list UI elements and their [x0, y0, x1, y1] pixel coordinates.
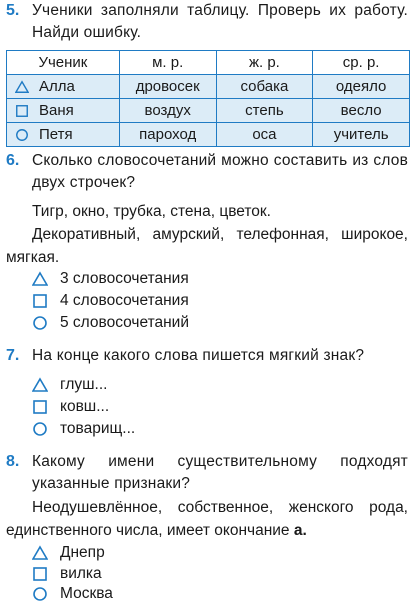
circle-icon[interactable]: [32, 421, 48, 437]
triangle-icon[interactable]: [32, 545, 48, 561]
option-triangle[interactable]: [32, 268, 189, 290]
option-circle[interactable]: [32, 312, 189, 334]
option-circle[interactable]: [32, 418, 135, 440]
circle-icon[interactable]: [32, 315, 48, 331]
header-masculine: м. р.: [119, 51, 216, 75]
feature-description: [6, 496, 408, 542]
option-circle[interactable]: [32, 583, 113, 605]
triangle-icon[interactable]: [32, 271, 48, 287]
square-icon[interactable]: [15, 104, 29, 118]
table-cell: дровосек: [119, 75, 216, 99]
answers-table: [6, 50, 410, 147]
circle-icon[interactable]: [15, 128, 29, 142]
option-square[interactable]: [32, 563, 102, 585]
table-row[interactable]: [7, 123, 410, 147]
question-text: Ученики заполняли таблицу. Проверь их работу. Найди ошибку.: [32, 2, 408, 41]
ending-letter: а.: [293, 522, 307, 539]
table-cell: воздух: [119, 99, 216, 123]
question-number: 6.: [6, 152, 20, 169]
header-neuter: ср. р.: [313, 51, 410, 75]
square-icon[interactable]: [32, 566, 48, 582]
option-label: ковш...: [60, 398, 110, 415]
table-cell: пароход: [119, 123, 216, 147]
question-number: 8.: [6, 453, 20, 470]
circle-icon[interactable]: [32, 586, 48, 602]
table-cell: учитель: [313, 123, 410, 147]
option-label: 3 словосочетания: [60, 270, 189, 287]
word-list: [6, 200, 408, 269]
word-line-1: Тигр, окно, трубка, стена, цветок.: [32, 203, 271, 220]
student-cell: [7, 123, 120, 147]
table-row[interactable]: [7, 99, 410, 123]
option-label: Москва: [60, 585, 113, 602]
student-name: Ваня: [39, 102, 74, 119]
header-feminine: ж. р.: [216, 51, 313, 75]
question-text: Какому имени существительному подходят указанные признаки?: [32, 453, 408, 492]
option-square[interactable]: [32, 290, 189, 312]
question-number: 5.: [6, 2, 20, 19]
option-label: 4 словосочетания: [60, 292, 189, 309]
option-label: глуш...: [60, 376, 108, 393]
table-cell: весло: [313, 99, 410, 123]
table-cell: одеяло: [313, 75, 410, 99]
student-cell: [7, 75, 120, 99]
triangle-icon[interactable]: [32, 377, 48, 393]
question-text: На конце какого слова пишется мягкий знак?: [32, 347, 365, 364]
option-triangle[interactable]: [32, 374, 107, 396]
option-label: товарищ...: [60, 420, 136, 437]
feature-text: Неодушевлённое, собственное, женского рода, единственного числа, имеет окончание: [6, 499, 408, 539]
option-triangle[interactable]: [32, 542, 105, 564]
student-name: Петя: [39, 126, 73, 143]
option-square[interactable]: [32, 396, 109, 418]
square-icon[interactable]: [32, 399, 48, 415]
table-cell: собака: [216, 75, 313, 99]
option-label: 5 словосочетаний: [60, 314, 190, 331]
option-label: вилка: [60, 565, 102, 582]
question-number: 7.: [6, 347, 20, 364]
table-row[interactable]: [7, 75, 410, 99]
square-icon[interactable]: [32, 293, 48, 309]
triangle-icon[interactable]: [15, 80, 29, 94]
student-cell: [7, 99, 120, 123]
header-student: Ученик: [7, 51, 120, 75]
question-text: Сколько словосочетаний можно составить из слов двух строчек?: [32, 152, 408, 191]
word-line-2: Декоративный, амурский, телефонная, широкое, мягкая.: [6, 226, 408, 266]
table-cell: степь: [216, 99, 313, 123]
option-label: Днепр: [60, 544, 105, 561]
student-name: Алла: [39, 78, 75, 95]
table-cell: оса: [216, 123, 313, 147]
